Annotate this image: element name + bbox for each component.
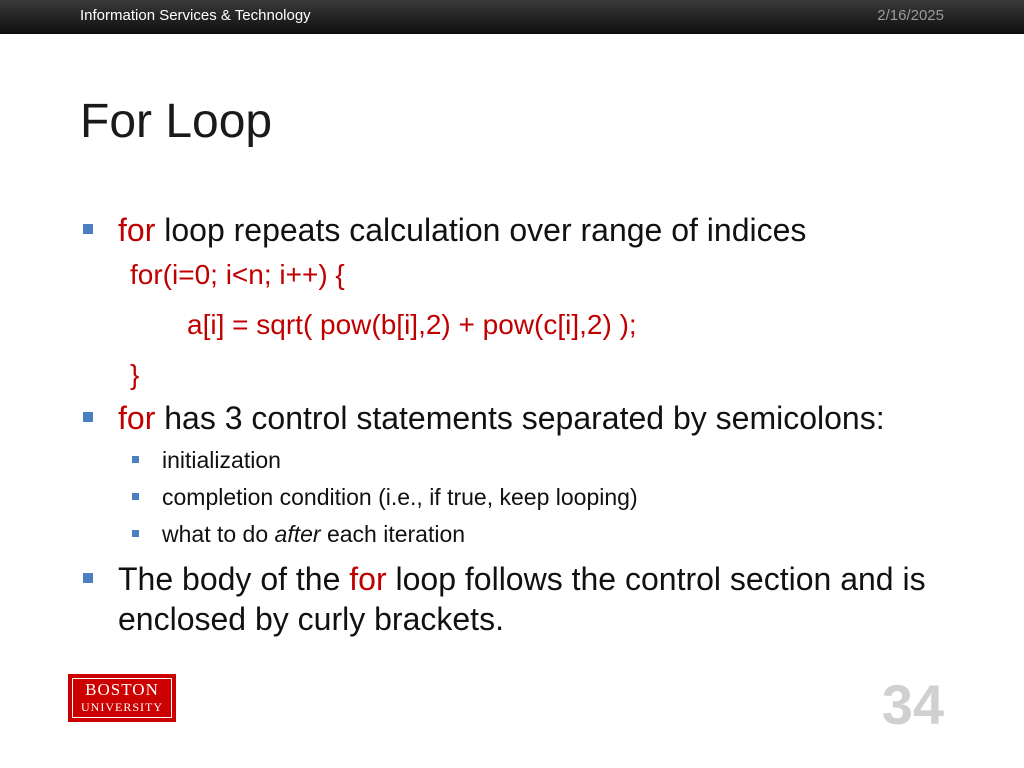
slide-title: For Loop	[80, 95, 273, 148]
sub-bullet-marker-icon	[132, 456, 139, 463]
sub-bullet-text: completion condition (i.e., if true, keep looping)	[162, 484, 638, 510]
bullet-text: loop follows the control section and is enclosed by curly brackets.	[118, 561, 926, 637]
slide-number: 34	[881, 673, 944, 736]
bullet-text: has 3 control statements separated by semicolons:	[155, 400, 885, 436]
sub-bullet-item	[80, 446, 960, 475]
sub-bullet-marker-icon	[132, 530, 139, 537]
bullet-keyword: for	[349, 561, 387, 597]
bullet-item	[80, 398, 960, 438]
logo-text-bottom: UNIVERSITY	[81, 700, 163, 714]
slide-date: 2/16/2025	[877, 7, 944, 24]
bullet-item	[80, 559, 960, 639]
sub-bullet-item	[80, 483, 960, 512]
bullet-marker-icon	[83, 224, 93, 234]
sub-bullet-marker-icon	[132, 493, 139, 500]
sub-bullet-text: initialization	[162, 447, 281, 473]
bullet-marker-icon	[83, 573, 93, 583]
sub-bullet-text: each iteration	[320, 521, 466, 547]
bullet-keyword: for	[118, 212, 156, 248]
slide-content	[80, 210, 960, 639]
bullet-text: loop repeats calculation over range of indices	[155, 212, 807, 248]
bullet-keyword: for	[118, 400, 156, 436]
bullet-item	[80, 210, 960, 250]
boston-university-logo	[68, 674, 176, 722]
code-line: }	[130, 359, 140, 390]
header-bar	[0, 0, 1024, 34]
code-line: for(i=0; i<n; i++) {	[130, 259, 345, 290]
bullet-marker-icon	[83, 412, 93, 422]
organization-name: Information Services & Technology	[80, 7, 311, 24]
logo-text-top: BOSTON	[85, 680, 159, 699]
sub-bullet-emphasis: after	[274, 521, 321, 547]
code-line: a[i] = sqrt( pow(b[i],2) + pow(c[i],2) );	[187, 309, 637, 340]
sub-bullet-text: what to do	[162, 521, 275, 547]
bullet-text: The body of the	[118, 561, 350, 597]
sub-bullet-item	[80, 520, 960, 549]
